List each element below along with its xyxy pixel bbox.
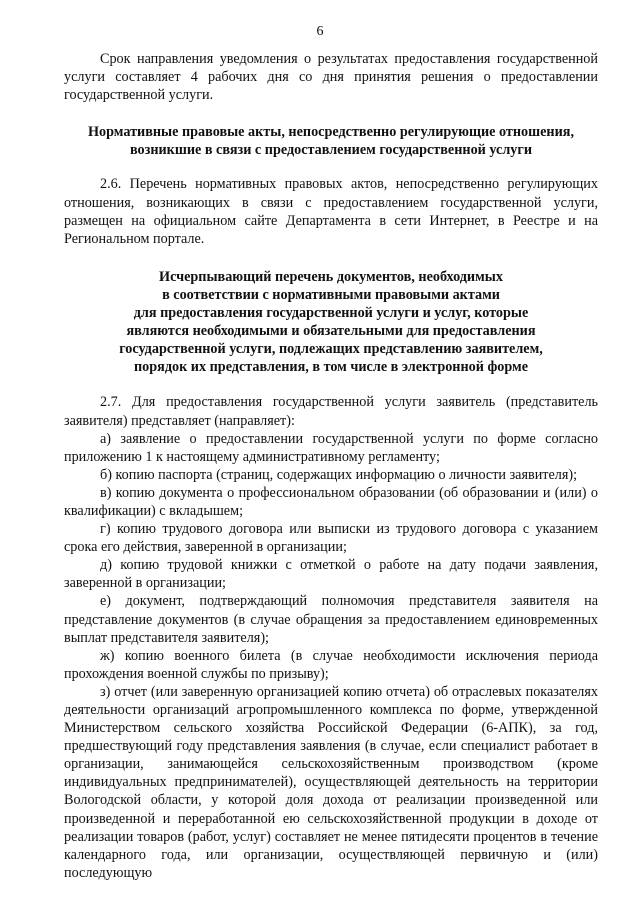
heading-line: в соответствии с нормативными правовыми актами: [162, 286, 500, 303]
section-heading-legal-acts: [64, 123, 598, 159]
heading-line: государственной услуги, подлежащих представлению заявителем,: [119, 341, 543, 358]
intro-paragraph: Срок направления уведомления о результатах предоставления государственной услуги составляет 4 рабочих дня со дня принятия решения о предоставлении государственной услуги.: [64, 51, 598, 104]
paragraph-2-6: 2.6. Перечень нормативных правовых актов, непосредственно регулирующих отношения, возникающих в связи с предоставлением государственной услуги, размещен на официальном сайте Департамента в сети Интернет, в Реестре и на Региональном портале.: [64, 176, 598, 247]
list-item: ж) копию военного билета (в случае необходимости исключения периода прохождения военной службы по призыву);: [64, 647, 598, 682]
section-heading-documents-list: [64, 268, 598, 377]
document-body: [64, 50, 598, 882]
page-number: 6: [316, 24, 324, 39]
list-item: б) копию паспорта (страниц, содержащих информацию о личности заявителя);: [100, 466, 578, 483]
list-item: е) документ, подтверждающий полномочия представителя заявителя на представление документов (в случае обращения за предоставлением единовременных выплат представителя заявителя);: [64, 593, 598, 646]
list-item: з) отчет (или заверенную организацией копию отчета) об отраслевых показателях деятельности организаций агропромышленного комплекса по форме, утвержденной Министерством сельского хозяйства Российской Федерации (6-АПК), за год, предшествующий году представления заявления (в случае, если специалист работает в организации, занимающейся сельскохозяйственным производством (кроме индивидуальных предпринимателей), осуществляющей деятельность на территории Вологодской области, у которой доля дохода от реализации произведенной или произведенной и переработанной ею сельскохозяйственной продукции в доходе от реализации товаров (работ, услуг) составляет не менее пятидесяти процентов в течение календарного года, или организации, осуществляющей первичную и (или) последующую: [64, 683, 598, 881]
list-item: г) копию трудового договора или выписки из трудового договора с указанием срока его действия, заверенной в организации;: [64, 521, 598, 556]
heading-line: порядок их представления, в том числе в электронной форме: [133, 359, 529, 376]
list-item: в) копию документа о профессиональном образовании (об образовании и (или) о квалификации) с вкладышем;: [64, 484, 598, 519]
heading-line: возникшие в связи с предоставлением государственной услуги: [129, 142, 533, 159]
heading-line: являются необходимыми и обязательными для предоставления: [126, 323, 536, 340]
heading-line: для предоставления государственной услуги и услуг, которые: [133, 305, 529, 322]
list-item: д) копию трудовой книжки с отметкой о работе на дату подачи заявления, заверенной в организации;: [64, 557, 598, 592]
heading-line: Нормативные правовые акты, непосредственно регулирующие отношения,: [87, 124, 574, 141]
list-item: а) заявление о предоставлении государственной услуги по форме согласно приложению 1 к настоящему административному регламенту;: [64, 430, 598, 465]
paragraph-2-7: 2.7. Для предоставления государственной услуги заявитель (представитель заявителя) представляет (направляет):: [64, 394, 598, 429]
heading-line: Исчерпывающий перечень документов, необходимых: [159, 268, 503, 285]
